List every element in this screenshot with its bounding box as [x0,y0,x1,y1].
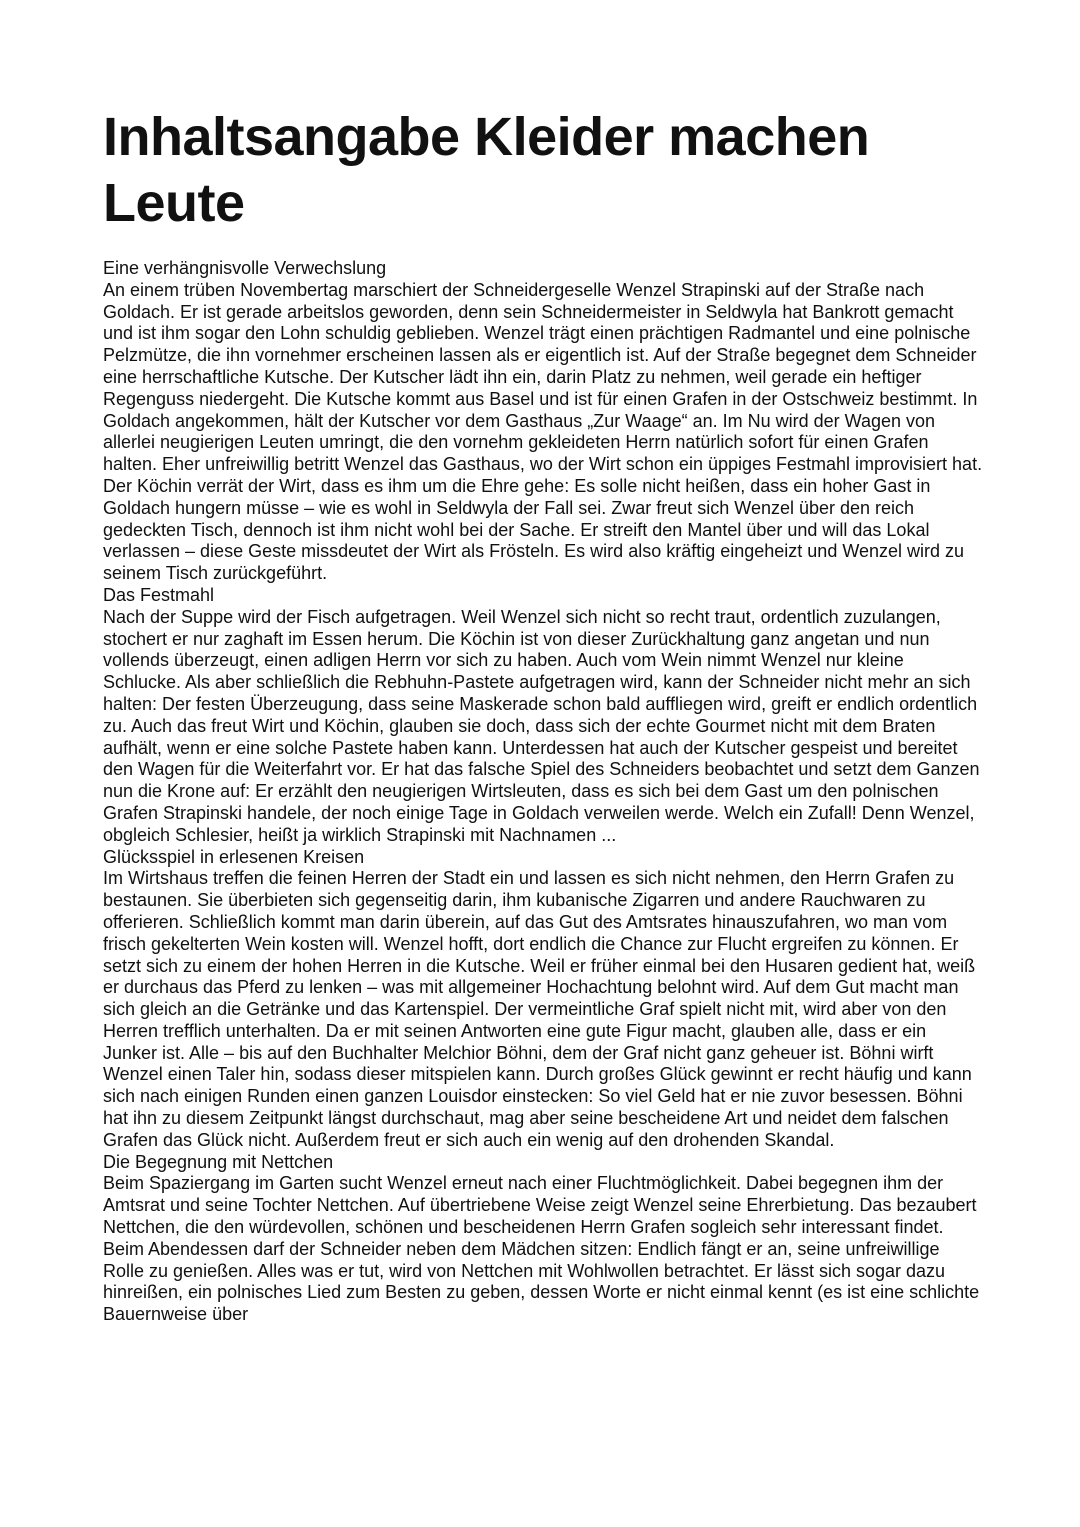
document-page [103,104,983,1326]
section-festmahl [103,585,983,847]
section-heading: Eine verhängnisvolle Verwechslung [103,258,387,278]
section-verwechslung [103,258,983,585]
document-title: Inhaltsangabe Kleider machen Leute [103,107,870,233]
section-nettchen [103,1152,983,1326]
section-heading: Das Festmahl [103,584,215,605]
section-heading: Glücksspiel in erlesenen Kreisen [103,846,365,867]
section-gluecksspiel [103,847,983,1152]
section-body: An einem trüben Novembertag marschiert der Schneidergeselle Wenzel Strapinski auf der Straße nach Goldach. Er ist gerade arbeitslos geworden, denn sein Schneidermeister in Seldwyla hat Bankrott gemacht und ist ihm sogar den Lohn schuldig geblieben. Wenzel trägt einen prächtigen Radmantel und eine polnische Pelzmütze, die ihn vornehmer erscheinen lassen als er eigentlich ist. Auf der Straße begegnet dem Schneider eine herrschaftliche Kutsche. Der Kutscher lädt ihn ein, darin Platz zu nehmen, weil gerade ein heftiger Regenguss niedergeht. Die Kutsche kommt aus Basel und ist für einen Grafen in der Ostschweiz bestimmt. In Goldach angekommen, hält der Kutscher vor dem Gasthaus „Zur Waage“ an. Im Nu wird der Wagen von allerlei neugierigen Leuten umringt, die den vornehm gekleideten Herrn natürlich sofort für einen Grafen halten. Eher unfreiwillig betritt Wenzel das Gasthaus, wo der Wirt schon ein üppiges Festmahl improvisiert hat. Der Köchin verrät der Wirt, dass es ihm um die Ehre gehe: Es solle nicht heißen, dass ein hoher Gast in Goldach hungern müsse – wie es wohl in Seldwyla der Fall sei. Zwar freut sich Wenzel über den reich gedeckten Tisch, dennoch ist ihm nicht wohl bei der Sache. Er streift den Mantel über und will das Lokal verlassen – diese Geste missdeutet der Wirt als Frösteln. Es wird also kräftig eingeheizt und Wenzel wird zu seinem Tisch zurückgeführt. [103,279,983,584]
section-body: Beim Spaziergang im Garten sucht Wenzel erneut nach einer Fluchtmöglichkeit. Dabei begegnen ihm der Amtsrat und seine Tochter Nettchen. Auf übertriebene Weise zeigt Wenzel seine Ehrerbietung. Das bezaubert Nettchen, die den würdevollen, schönen und bescheidenen Herrn Grafen sogleich sehr interessant findet. Beim Abendessen darf der Schneider neben dem Mädchen sitzen: Endlich fängt er an, seine unfreiwillige Rolle zu genießen. Alles was er tut, wird von Nettchen mit Wohlwollen betrachtet. Er lässt sich sogar dazu hinreißen, ein polnisches Lied zum Besten zu geben, dessen Worte er nicht einmal kennt (es ist eine schlichte Bauernweise über [103,1173,980,1325]
section-heading: Die Begegnung mit Nettchen [103,1151,334,1172]
section-body: Im Wirtshaus treffen die feinen Herren der Stadt ein und lassen es sich nicht nehmen, den Herrn Grafen zu bestaunen. Sie überbieten sich gegenseitig darin, ihm kubanische Zigarren und andere Rauchwaren zu offerieren. Schließlich kommt man darin überein, auf das Gut des Amtsrates hinauszufahren, wo man vom frisch gekelterten Wein kosten will. Wenzel hofft, dort endlich die Chance zur Flucht ergreifen zu können. Er setzt sich zu einem der hohen Herren in die Kutsche. Weil er früher einmal bei den Husaren gedient hat, weiß er durchaus das Pferd zu lenken – was mit allgemeiner Hochachtung belohnt wird. Auf dem Gut macht man sich gleich an die Getränke und das Kartenspiel. Der vermeintliche Graf spielt nicht mit, wird aber von den Herren trefflich unterhalten. Da er mit seinen Antworten eine gute Figur macht, glauben alle, dass er ein Junker ist. Alle – bis auf den Buchhalter Melchior Böhni, dem der Graf nicht ganz geheuer ist. Böhni wirft Wenzel einen Taler hin, sodass dieser mitspielen kann. Durch großes Glück gewinnt er recht häufig und kann sich nach einigen Runden einen ganzen Louisdor einstecken: So viel Geld hat er nie zuvor besessen. Böhni hat ihn zu diesem Zeitpunkt längst durchschaut, mag aber seine bescheidene Art und neidet dem falschen Grafen das Glück nicht. Außerdem freut er sich auch ein wenig auf den drohenden Skandal. [103,868,976,1150]
section-body: Nach der Suppe wird der Fisch aufgetragen. Weil Wenzel sich nicht so recht traut, ordentlich zuzulangen, stochert er nur zaghaft im Essen herum. Die Köchin ist von dieser Zurückhaltung ganz angetan und nun vollends überzeugt, einen adligen Herrn vor sich zu haben. Auch vom Wein nimmt Wenzel nur kleine Schlucke. Als aber schließlich die Rebhuhn-Pastete aufgetragen wird, kann der Schneider nicht mehr an sich halten: Der festen Überzeugung, dass seine Maskerade schon bald auffliegen wird, greift er endlich ordentlich zu. Auch das freut Wirt und Köchin, glauben sie doch, dass sich der echte Gourmet nicht mit dem Braten aufhält, wenn er eine solche Pastete haben kann. Unterdessen hat auch der Kutscher gespeist und bereitet den Wagen für die Weiterfahrt vor. Er hat das falsche Spiel des Schneiders beobachtet und setzt dem Ganzen nun die Krone auf: Er erzählt den neugierigen Wirtsleuten, dass es sich bei dem Gast um den polnischen Grafen Strapinski handele, der noch einige Tage in Goldach verweilen werde. Welch ein Zufall! Denn Wenzel, obgleich Schlesier, heißt ja wirklich Strapinski mit Nachnamen ... [103,606,980,845]
